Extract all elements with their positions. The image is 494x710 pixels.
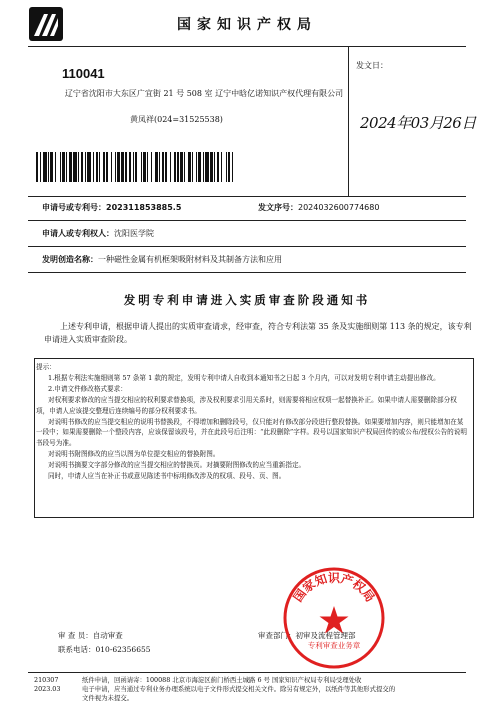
phone-value: 010-62356655	[95, 645, 151, 654]
app-no-label: 申请号或专利号：	[42, 203, 106, 212]
examiner-row	[58, 630, 123, 641]
phone-row	[58, 644, 151, 655]
svg-text:国家知识产权局	[291, 570, 378, 605]
note-item: 同时，申请人应当在补正书或意见陈述书中标明修改涉及的权项、段号、页、图。	[48, 472, 286, 481]
document-title: 发明专利申请进入实质审查阶段通知书	[123, 293, 371, 307]
examiner-label: 审 查 员：	[58, 631, 93, 640]
footer-line-1: 纸件申请，回函请寄：100088 北京市海淀区蓟门桥西土城路 6 号 国家知识产权局专利局受理处收	[82, 676, 362, 684]
applicant-label: 申请人或专利权人：	[42, 229, 114, 238]
invention-value: 一种磁性金属有机框架吸附材料及其制备方法和应用	[98, 255, 282, 264]
recipient-address: 辽宁省沈阳市大东区广宜街 21 号 508 室 辽宁中晗亿诺知识产权代理有限公司	[64, 89, 344, 98]
office-title: 国家知识产权局	[177, 17, 317, 33]
notes	[36, 362, 468, 482]
serial-value: 2024032600774680	[298, 203, 380, 212]
fields-bottom-divider	[28, 272, 466, 273]
note-item: 对说明书摘要文字部分修改的应当提交相应的替换页。对摘要附图修改的应当重新指定。	[48, 461, 306, 470]
applicant-row	[42, 228, 154, 239]
fields-divider-1	[28, 220, 466, 221]
form-no: 210307	[34, 676, 59, 684]
document-body: 上述专利申请，根据申请人提出的实质审查请求，经审查，符合专利法第 35 条及实施细则第 113 条的规定，该专利申请进入实质审查阶段。	[44, 322, 472, 344]
note-item: 对说明书修改的应当提交相应的说明书替换段，不得增加和删除段号，仅只能对有修改部分段进行整段替换。如果要增加内容，则只能增加在某一段中；如果需要删除一个整段内容，应该保留该段号，并在此段号后注明：“此段删除”字样。段号以国家知识产权局回传的或公布/授权公告的说明书段号为准。	[36, 417, 467, 448]
examiner-value: 自动审查	[92, 631, 123, 640]
note-item: 2.申请文件修改格式要求：	[48, 384, 127, 393]
phone-label: 联系电话：	[58, 645, 96, 654]
notes-heading: 提示：	[36, 363, 56, 371]
send-date-label: 发文日：	[356, 61, 388, 70]
footer-line-3: 文件视为未提交。	[82, 694, 134, 702]
invention-row	[42, 254, 282, 265]
applicant-value: 沈阳医学院	[114, 229, 154, 238]
recipient-name: 黄凤祥(024=31525538)	[130, 115, 223, 124]
footer-divider	[28, 672, 466, 673]
department-label: 审查部门：	[258, 631, 296, 640]
app-no-row	[42, 202, 181, 213]
seal-subtext: 专利审查业务章	[307, 641, 361, 650]
footer-line-2: 电子申请，应当通过专利业务办理系统以电子文件形式提交相关文件。除另有规定外，以纸件等其他形式提交的	[82, 685, 396, 693]
invention-label: 发明创造名称：	[42, 255, 98, 264]
app-no-value: 202311853885.5	[106, 203, 182, 212]
send-date: 2024年03月26日	[360, 114, 476, 132]
recipient-divider	[348, 46, 349, 196]
department-value: 初审及流程管理部	[295, 631, 356, 640]
serial-row	[258, 202, 379, 213]
postcode: 110041	[62, 66, 105, 81]
note-item: 对权利要求修改的应当提交相应的权利要求替换项，涉及权利要求引用关系时，则需要将相应权项一起替换补正。如果申请人需要删除部分权项，申请人应该提交整理后连续编号的部分权利要求书。	[36, 395, 457, 415]
barcode-bar	[233, 152, 235, 182]
serial-label: 发文序号：	[258, 203, 298, 212]
form-date: 2023.03	[34, 685, 61, 693]
fields-divider-2	[28, 246, 466, 247]
seal-text: 国家知识产权局	[290, 571, 378, 605]
header-divider	[28, 46, 466, 47]
fields-top-divider	[28, 196, 466, 197]
note-item: 对说明书附图修改的应当以图为单位提交相应的替换附图。	[48, 450, 220, 459]
note-item: 1.根据专利法实施细则第 57 条第 1 款的规定，发明专利申请人自收到本通知书之日起 3 个月内，可以对发明专利申请主动提出修改。	[48, 373, 440, 382]
barcode	[36, 152, 348, 182]
official-seal-icon	[282, 566, 386, 670]
